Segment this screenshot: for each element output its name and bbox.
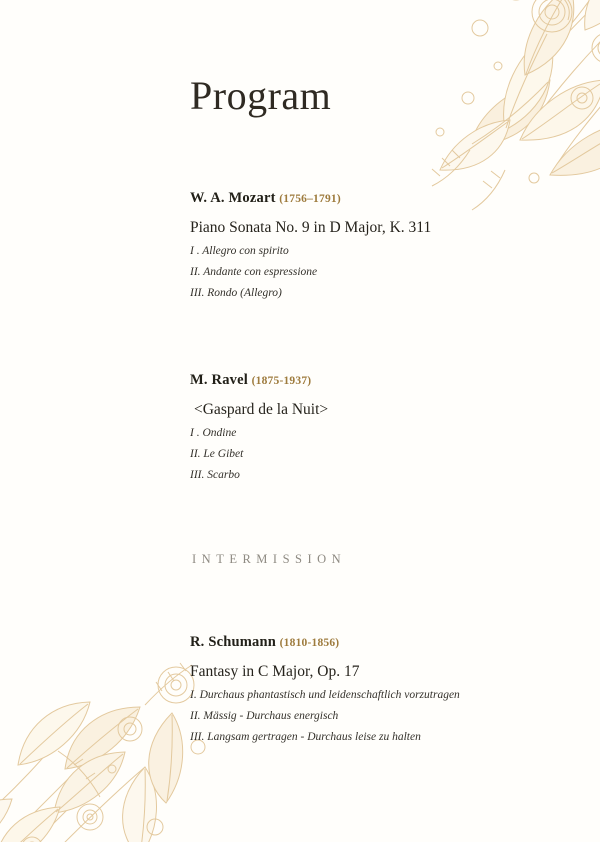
movement-list — [190, 427, 328, 481]
composer-line — [190, 372, 328, 389]
program-item — [190, 372, 328, 490]
composer-line — [190, 190, 431, 207]
movement-item: II. Le Gibet — [190, 448, 244, 460]
composer-name: M. Ravel — [190, 372, 248, 388]
intermission-label: INTERMISSION — [192, 552, 347, 566]
movement-item: II. Mässig - Durchaus energisch — [190, 710, 339, 722]
movement-item: II. Andante con espressione — [190, 266, 318, 278]
movement-list — [190, 245, 431, 299]
movement-item: I. Durchaus phantastisch und leidenschaftlich vorzutragen — [190, 689, 460, 701]
movement-item: III. Langsam gertragen - Durchaus leise zu halten — [190, 731, 421, 743]
piece-title: <Gaspard de la Nuit> — [194, 401, 329, 418]
composer-dates: (1875-1937) — [251, 375, 312, 387]
composer-name: R. Schumann — [190, 634, 277, 650]
piece-title: Fantasy in C Major, Op. 17 — [190, 663, 360, 680]
movement-item: III. Scarbo — [190, 469, 240, 481]
program-item — [190, 634, 460, 752]
composer-dates: (1810-1856) — [279, 637, 340, 649]
composer-line — [190, 634, 460, 651]
program-item — [190, 190, 431, 308]
page-title: Program — [190, 73, 332, 118]
movement-item: III. Rondo (Allegro) — [190, 287, 282, 299]
movement-item: I . Allegro con spirito — [190, 245, 289, 257]
composer-name: W. A. Mozart — [190, 190, 276, 206]
composer-dates: (1756–1791) — [279, 193, 341, 205]
movement-item: I . Ondine — [190, 427, 237, 439]
movement-list — [190, 689, 460, 743]
piece-title: Piano Sonata No. 9 in D Major, K. 311 — [190, 219, 432, 236]
